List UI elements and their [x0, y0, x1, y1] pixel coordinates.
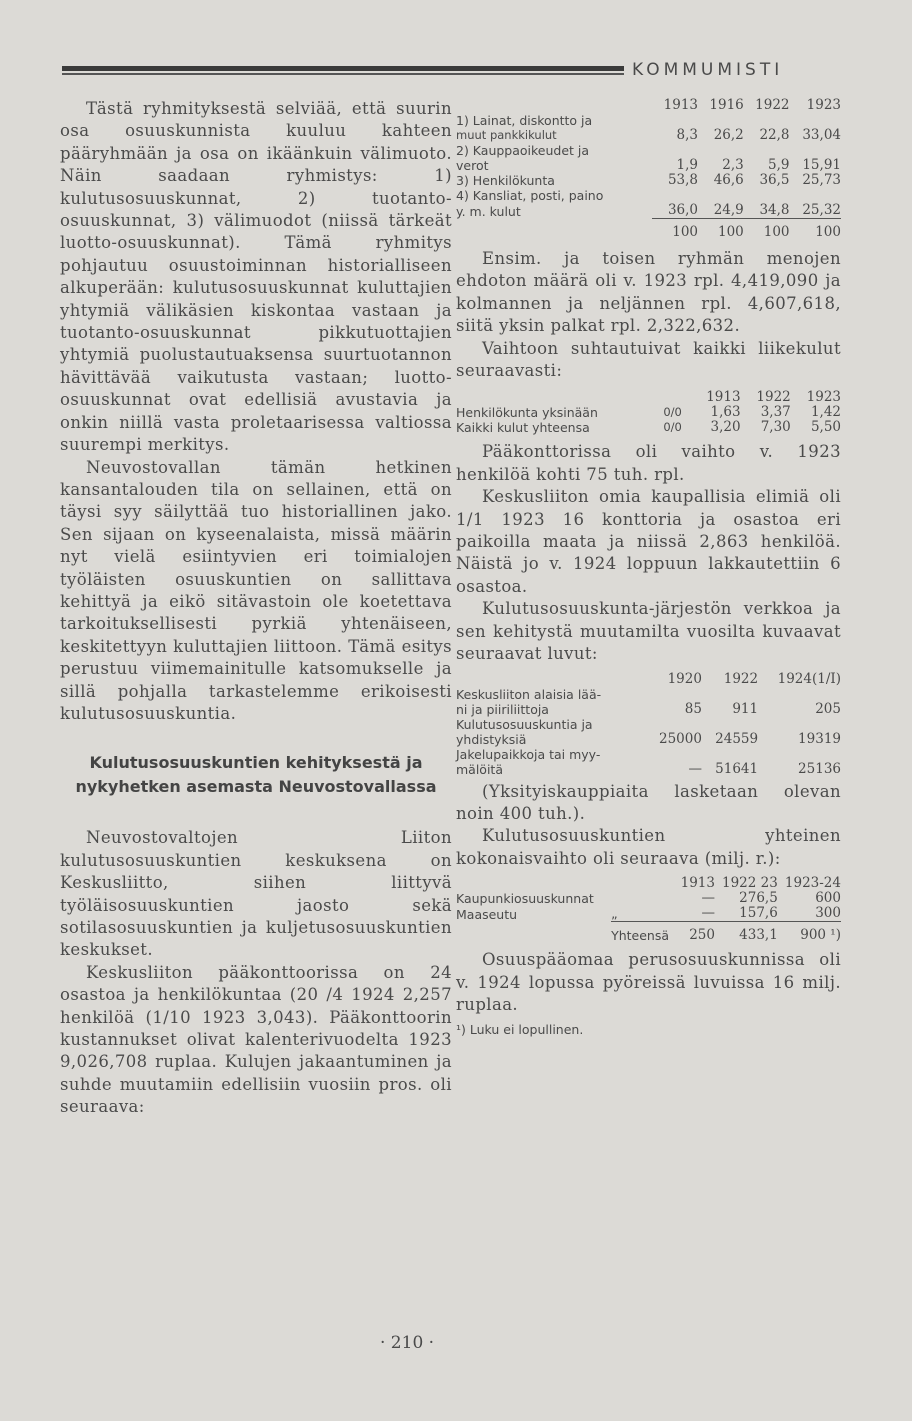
table-row [456, 420, 841, 435]
table-total-cell: 100 [790, 219, 841, 241]
table-header-cell: 1913 [680, 875, 715, 892]
table-header-cell: 1913 [663, 97, 699, 113]
unit-label: 0/0 [663, 405, 682, 420]
table-header-cell: 1923 [806, 389, 841, 406]
row-label: 3) Henkilökunta [456, 173, 555, 188]
table-cell: 7,30 [760, 419, 791, 436]
table-cell [758, 687, 841, 702]
paragraph: Neuvostovaltojen Liiton kulutusosuuskuntien keskuksena on Keskusliitto, siihen liittyvä työläisosuuskuntien jaosto sekä sotilasosuuskuntien ja kuljetusosuuskuntien keskukset. [60, 828, 452, 960]
table-cell: 911 [732, 700, 759, 717]
table-header-cell: 1923-24 [784, 875, 841, 892]
row-label: y. m. kulut [456, 203, 521, 219]
row-label: Kaupunkiosuuskunnat [456, 891, 594, 907]
table-cell: 5,9 [768, 157, 790, 173]
table-cell [702, 747, 758, 762]
table-header-cell: 1920 [667, 670, 702, 687]
table-cell: 15,91 [802, 157, 841, 173]
total-label: Yhteensä [611, 922, 676, 944]
paragraph: Ensim. ja toisen ryhmän menojen ehdoton määrä oli v. 1923 rpl. 4,419,090 ja kolmannen ja neljännen rpl. 4,607,618, siitä yksin palkat rpl. 2,322,632. [456, 249, 841, 336]
table-header-cell: 1916 [709, 97, 744, 113]
paragraph: Keskusliiton pääkonttoorissa on 24 osastoa ja henkilökuntaa (20 /4 1924 2,257 henkilöä (1/10 1923 3,043). Pääkonttoorin kustannukset olivat kalenterivuodelta 1923 9,026,708 ruplaa. Kulujen jakaantuminen ja suhde muutamiin edellisiin vuosiin pros. oli seuraava: [60, 962, 452, 1117]
paragraph: (Yksityiskauppiaita lasketaan olevan noin 400 tuh.). [456, 781, 841, 823]
table-cell [790, 143, 841, 158]
table-cell: 1,63 [710, 404, 741, 421]
table-cell [758, 747, 841, 762]
table-total-cell: 100 [652, 219, 698, 241]
table-header-row [456, 98, 841, 113]
paragraph: Neuvostovallan tämän hetkinen kansantalouden tila on sellainen, että on täysi syy säilyttää tuo historiallinen jako. Sen sijaan on kyseenalaista, missä määrin nyt vielä esiintyvien eri toimialojen työläisten osuuskuntien on sallittava kehittyä ja eikö sitävastoin ole koetettava tarkoituksellisesti pyrkiä yhtenäiseen, keskitettyyn kuluttajien liittoon. Tämä esitys perustuu viimemainitulle katsomukselle ja sillä pohjalla tarkastelemme erikoisesti kulutusosuuskuntia. [60, 457, 452, 723]
table-cell [652, 143, 698, 158]
table-row [456, 747, 841, 762]
row-label: 1) Lainat, diskontto ja [456, 113, 593, 128]
header-rule-thin [62, 73, 624, 75]
table-row [456, 158, 841, 173]
journal-title: KOMMUMISTI [632, 60, 784, 80]
header-rule [62, 66, 624, 76]
table-header-row [456, 390, 841, 405]
table-cell: 25,73 [802, 172, 841, 188]
table-cell: — [688, 760, 702, 777]
table-cell: 22,8 [759, 127, 790, 143]
table-row [456, 702, 841, 717]
table-cell [790, 113, 841, 128]
table-cell: 24559 [715, 730, 759, 747]
header-rule-thick [62, 66, 624, 71]
table-total-cell: 250 [676, 922, 715, 944]
total-turnover-table [456, 876, 841, 943]
table-cell: 36,0 [667, 202, 699, 218]
table-total-cell: 100 [698, 219, 744, 241]
table-cell [744, 188, 790, 203]
table-cell [702, 687, 758, 702]
turnover-ratio-table [456, 390, 841, 435]
row-label: verot [456, 158, 489, 173]
table-header-cell: 1922 [755, 97, 790, 113]
table-cell [646, 687, 702, 702]
paragraph: Keskusliiton omia kaupallisia elimiä oli 1/1 1923 16 konttoria ja osastoa eri paikoilla maata ja niissä 2,863 henkilöä. Näistä jo v. 1924 loppuun lakkautettiin 6 osastoa. [456, 487, 841, 596]
row-label: Jakelupaikkoja tai myy- [456, 746, 601, 762]
table-cell: 276,5 [739, 890, 778, 907]
unit-label: 0/0 [663, 420, 682, 435]
section-heading: Kulutusosuuskuntien kehityksestä ja nykyhetken asemasta Neuvostovallassa [75, 753, 437, 797]
table-cell: — [701, 905, 715, 922]
table-cell: 1,9 [676, 157, 699, 173]
table-cell: 205 [815, 700, 841, 717]
row-label: yhdistyksiä [456, 731, 527, 747]
table-row [456, 203, 841, 219]
table-row [456, 906, 841, 922]
table-row [456, 173, 841, 188]
row-label: Kaikki kulut yhteensa [456, 420, 590, 436]
paragraph: Osuuspääomaa perusosuuskunnissa oli v. 1924 lopussa pyöreissä luvuissa 16 milj. ruplaa. [456, 950, 841, 1014]
table-cell: 25136 [798, 760, 841, 777]
table-cell [698, 143, 744, 158]
paragraph: Vaihtoon suhtautuivat kaikki liikekulut seuraavasti: [456, 338, 841, 381]
row-label: Kulutusosuuskuntia ja [456, 716, 593, 732]
table-cell [652, 188, 698, 203]
table-cell: 8,3 [676, 127, 699, 143]
table-row [456, 143, 841, 158]
table-cell: 24,9 [713, 202, 744, 218]
table-header-row [456, 876, 841, 891]
row-label: mälöitä [456, 761, 503, 777]
paragraph: Pääkonttorissa oli vaihto v. 1923 henkilöä kohti 75 tuh. rpl. [456, 442, 841, 484]
table-row [456, 128, 841, 143]
table-cell [702, 717, 758, 732]
table-cell: 25,32 [802, 202, 841, 218]
expense-table [456, 98, 841, 240]
paragraph: Tästä ryhmityksestä selviää, että suurin osa osuuskunnista kuuluu kahteen pääryhmään ja osa on ikäänkuin välimuoto. Näin saadaan ryhmistys: 1) kulutusosuuskunnat, 2) tuotanto-osuuskunnat, 3) välimuodot (niissä tärkeät luotto-osuuskunnat). Tämä ryhmitys pohjautuu osuustoiminnan historialliseen alkuperään: kulutusosuuskunnat kuluttajien yhtymiä välikäsien kiskontaa vastaan ja tuotanto-osuuskunnat pikkutuottajien yhtymiä puolustautuaksensa suurtuotannon hävittävää vaikutusta vastaan; luotto-osuuskunnat ovat edellisiä avustavia ja onkin niillä vasta proletaarisessa valtiossa suurempi merkitys. [60, 99, 452, 455]
table-cell: 3,20 [710, 419, 741, 436]
table-cell [652, 113, 698, 128]
table-cell: 33,04 [802, 127, 841, 143]
table-cell: 36,5 [759, 172, 790, 188]
table-total-row [456, 219, 841, 241]
table-header-row [456, 672, 841, 687]
table-cell: 600 [815, 890, 841, 907]
footnote: ¹) Luku ei lopullinen. [456, 1022, 584, 1038]
table-cell [646, 747, 702, 762]
ditto-mark: „ [611, 906, 618, 922]
table-header-cell: 1913 [706, 389, 741, 406]
right-column [456, 98, 841, 1037]
table-cell: 34,8 [759, 202, 790, 218]
row-label: Henkilökunta yksinään [456, 405, 598, 421]
table-cell [646, 717, 702, 732]
table-total-row [456, 922, 841, 944]
network-table [456, 672, 841, 777]
table-cell: — [701, 890, 715, 907]
table-cell [758, 717, 841, 732]
table-cell: 2,3 [722, 157, 744, 173]
table-cell [790, 188, 841, 203]
table-cell: 5,50 [810, 419, 841, 436]
table-total-cell: 100 [744, 219, 790, 241]
table-row [456, 405, 841, 420]
row-label: 4) Kansliat, posti, paino [456, 188, 604, 203]
table-cell: 53,8 [667, 172, 699, 188]
table-header-cell: 1924(1/I) [777, 670, 841, 687]
table-total-cell: 433,1 [715, 922, 778, 944]
table-row [456, 891, 841, 906]
table-header-cell: 1922 23 [721, 875, 778, 892]
table-cell: 300 [815, 905, 841, 922]
paragraph: Kulutusosuuskuntien yhteinen kokonaisvaihto oli seuraava (milj. r.): [456, 826, 841, 868]
left-column [60, 98, 452, 1119]
table-cell: 157,6 [739, 905, 778, 922]
row-label: Maaseutu [456, 906, 518, 922]
table-cell [744, 143, 790, 158]
row-label: Keskusliiton alaisia lää- [456, 686, 602, 702]
table-cell: 19319 [798, 730, 841, 747]
row-label: ni ja piiriliittoja [456, 701, 549, 717]
table-header-cell: 1923 [806, 97, 841, 113]
table-row [456, 717, 841, 732]
table-total-cell: 900 ¹) [778, 922, 841, 944]
page-number: · 210 · [380, 1333, 435, 1353]
table-cell: 46,6 [713, 172, 744, 188]
row-label: 2) Kauppaoikeudet ja [456, 143, 590, 158]
table-cell: 85 [684, 700, 702, 717]
table-cell: 25000 [658, 730, 702, 747]
table-header-cell: 1922 [756, 389, 791, 406]
table-cell: 3,37 [760, 404, 791, 421]
table-row [456, 732, 841, 747]
table-cell: 51641 [715, 760, 759, 777]
table-cell [698, 113, 744, 128]
table-row [456, 188, 841, 203]
paragraph: Kulutusosuuskunta-järjestön verkkoa ja sen kehitystä muutamilta vuosilta kuvaavat seuraavat luvut: [456, 599, 841, 664]
table-header-cell: 1922 [723, 670, 759, 687]
table-cell [744, 113, 790, 128]
table-row [456, 687, 841, 702]
table-row [456, 113, 841, 128]
table-cell: 1,42 [810, 404, 841, 421]
row-label: muut pankkikulut [456, 128, 557, 142]
table-cell: 26,2 [713, 127, 744, 143]
table-row [456, 762, 841, 777]
table-cell [698, 188, 744, 203]
